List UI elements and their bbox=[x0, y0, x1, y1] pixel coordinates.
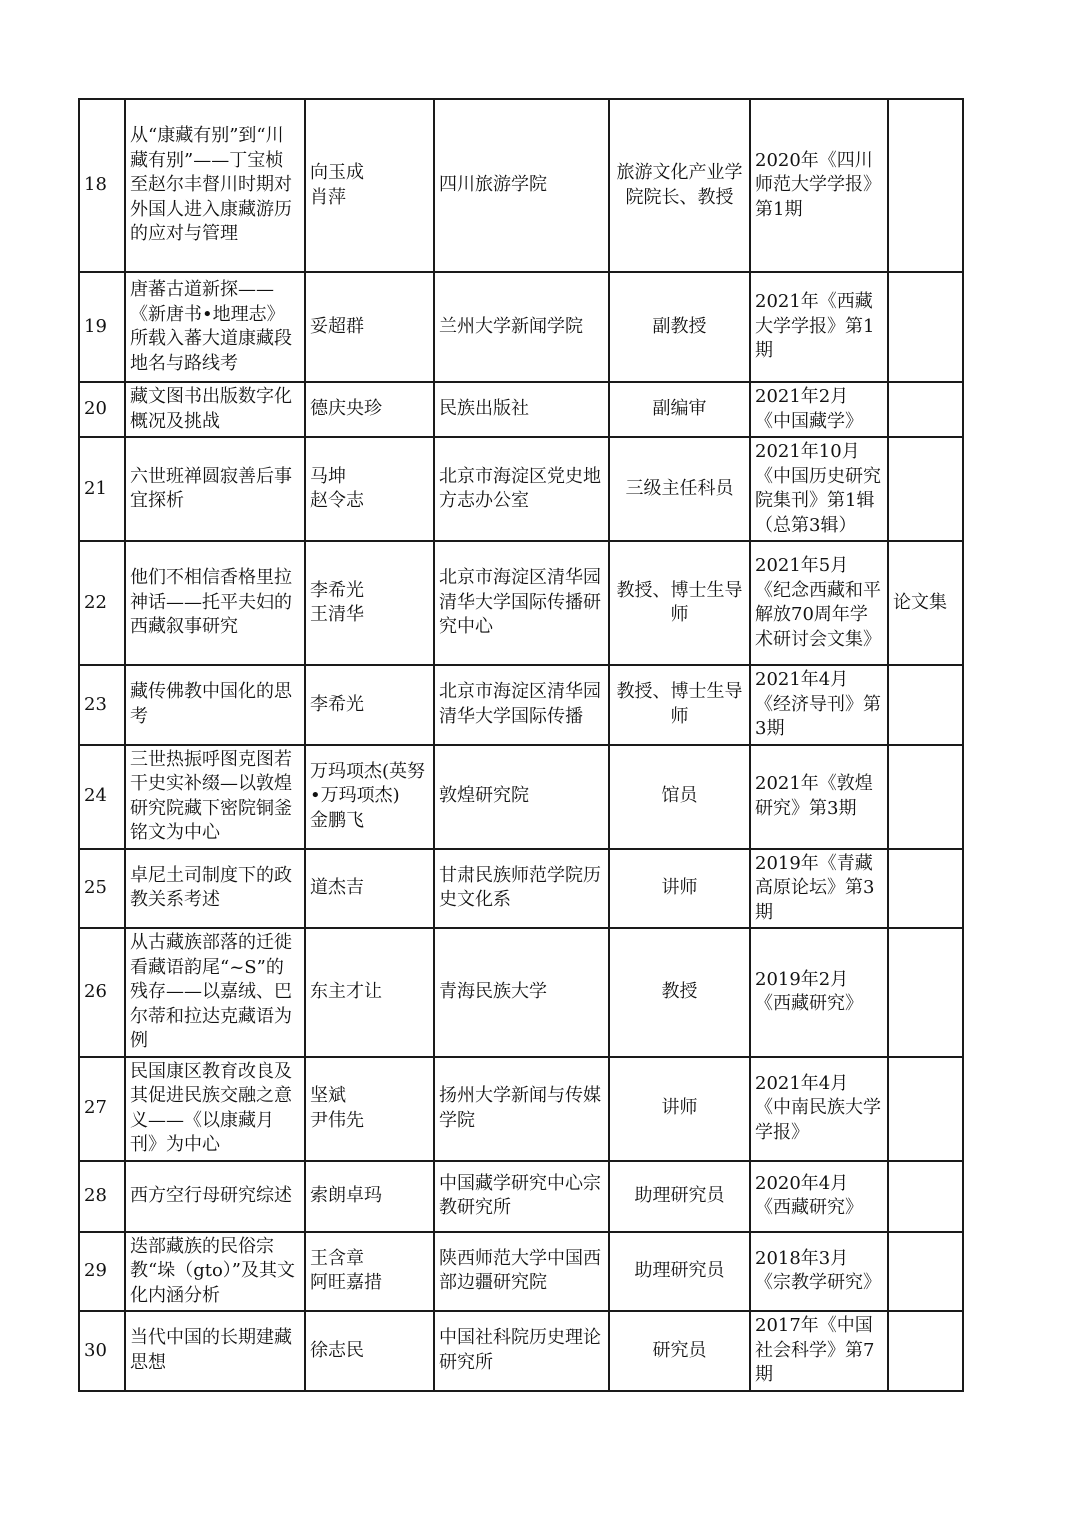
paper-title: 六世班禅圆寂善后事宜探析 bbox=[125, 437, 305, 541]
paper-title: 藏传佛教中国化的思考 bbox=[125, 665, 305, 745]
table-row bbox=[79, 928, 963, 1057]
paper-authors: 东主才让 bbox=[305, 928, 434, 1057]
author-organization: 北京市海淀区清华园 清华大学国际传播研究中心 bbox=[434, 541, 609, 665]
author-position: 讲师 bbox=[609, 1057, 750, 1161]
paper-authors: 索朗卓玛 bbox=[305, 1161, 434, 1232]
row-number: 27 bbox=[79, 1057, 125, 1161]
publication: 2021年《敦煌研究》第3期 bbox=[750, 745, 888, 849]
author-position: 副教授 bbox=[609, 272, 750, 382]
table-row bbox=[79, 1057, 963, 1161]
paper-authors: 马坤 赵令志 bbox=[305, 437, 434, 541]
table-row bbox=[79, 665, 963, 745]
row-number: 21 bbox=[79, 437, 125, 541]
publication: 2021年《西藏大学学报》第1期 bbox=[750, 272, 888, 382]
author-position: 馆员 bbox=[609, 745, 750, 849]
note bbox=[888, 437, 963, 541]
note bbox=[888, 1311, 963, 1391]
row-number: 24 bbox=[79, 745, 125, 849]
paper-authors: 李希光 bbox=[305, 665, 434, 745]
publication: 2019年2月《西藏研究》 bbox=[750, 928, 888, 1057]
paper-authors: 坚斌 尹伟先 bbox=[305, 1057, 434, 1161]
row-number: 29 bbox=[79, 1232, 125, 1312]
author-organization: 四川旅游学院 bbox=[434, 99, 609, 272]
author-organization: 甘肃民族师范学院历史文化系 bbox=[434, 849, 609, 929]
author-position: 教授、博士生导师 bbox=[609, 665, 750, 745]
author-position: 三级主任科员 bbox=[609, 437, 750, 541]
paper-authors: 妥超群 bbox=[305, 272, 434, 382]
paper-title: 西方空行母研究综述 bbox=[125, 1161, 305, 1232]
author-organization: 中国藏学研究中心宗教研究所 bbox=[434, 1161, 609, 1232]
author-organization: 中国社科院历史理论研究所 bbox=[434, 1311, 609, 1391]
paper-authors: 向玉成 肖萍 bbox=[305, 99, 434, 272]
publication: 2020年4月《西藏研究》 bbox=[750, 1161, 888, 1232]
author-organization: 兰州大学新闻学院 bbox=[434, 272, 609, 382]
publication: 2021年10月《中国历史研究院集刊》第1辑（总第3辑） bbox=[750, 437, 888, 541]
row-number: 18 bbox=[79, 99, 125, 272]
table-row bbox=[79, 272, 963, 382]
table-row bbox=[79, 1232, 963, 1312]
paper-title: 从古藏族部落的迁徙看藏语韵尾“~S”的残存——以嘉绒、巴尔蒂和拉达克藏语为例 bbox=[125, 928, 305, 1057]
paper-authors: 万玛项杰(英努•万玛项杰) 金鹏飞 bbox=[305, 745, 434, 849]
table-row bbox=[79, 382, 963, 437]
table-row bbox=[79, 99, 963, 272]
paper-authors: 德庆央珍 bbox=[305, 382, 434, 437]
table-row bbox=[79, 1311, 963, 1391]
publication: 2021年5月《纪念西藏和平解放70周年学术研讨会文集》 bbox=[750, 541, 888, 665]
note bbox=[888, 382, 963, 437]
author-position: 旅游文化产业学院院长、教授 bbox=[609, 99, 750, 272]
author-organization: 民族出版社 bbox=[434, 382, 609, 437]
note bbox=[888, 1161, 963, 1232]
publication: 2017年《中国社会科学》第7期 bbox=[750, 1311, 888, 1391]
author-organization: 北京市海淀区清华园 清华大学国际传播 bbox=[434, 665, 609, 745]
publication: 2020年《四川师范大学学报》第1期 bbox=[750, 99, 888, 272]
row-number: 28 bbox=[79, 1161, 125, 1232]
paper-title: 卓尼土司制度下的政教关系考述 bbox=[125, 849, 305, 929]
row-number: 22 bbox=[79, 541, 125, 665]
author-position: 教授 bbox=[609, 928, 750, 1057]
row-number: 26 bbox=[79, 928, 125, 1057]
author-position: 助理研究员 bbox=[609, 1232, 750, 1312]
table-row bbox=[79, 849, 963, 929]
paper-authors: 王含章 阿旺嘉措 bbox=[305, 1232, 434, 1312]
note bbox=[888, 99, 963, 272]
publication: 2018年3月《宗教学研究》 bbox=[750, 1232, 888, 1312]
note bbox=[888, 928, 963, 1057]
note bbox=[888, 272, 963, 382]
row-number: 25 bbox=[79, 849, 125, 929]
paper-title: 三世热振呼图克图若干史实补缀—以敦煌研究院藏下密院铜釜铭文为中心 bbox=[125, 745, 305, 849]
row-number: 23 bbox=[79, 665, 125, 745]
paper-authors: 道杰吉 bbox=[305, 849, 434, 929]
author-position: 研究员 bbox=[609, 1311, 750, 1391]
table-row bbox=[79, 745, 963, 849]
paper-authors: 徐志民 bbox=[305, 1311, 434, 1391]
table-row bbox=[79, 541, 963, 665]
row-number: 19 bbox=[79, 272, 125, 382]
paper-title: 迭部藏族的民俗宗教“垛（gto）”及其文化内涵分析 bbox=[125, 1232, 305, 1312]
author-organization: 青海民族大学 bbox=[434, 928, 609, 1057]
publication: 2021年4月《中南民族大学学报》 bbox=[750, 1057, 888, 1161]
author-position: 讲师 bbox=[609, 849, 750, 929]
publication: 2021年4月《经济导刊》第3期 bbox=[750, 665, 888, 745]
paper-title: 从“康藏有别”到“川藏有别”——丁宝桢至赵尔丰督川时期对外国人进入康藏游历的应对与管理 bbox=[125, 99, 305, 272]
paper-title: 当代中国的长期建藏思想 bbox=[125, 1311, 305, 1391]
author-position: 教授、博士生导师 bbox=[609, 541, 750, 665]
note: 论文集 bbox=[888, 541, 963, 665]
author-position: 副编审 bbox=[609, 382, 750, 437]
papers-table bbox=[78, 98, 964, 1392]
author-position: 助理研究员 bbox=[609, 1161, 750, 1232]
note bbox=[888, 1057, 963, 1161]
publication: 2019年《青藏高原论坛》第3期 bbox=[750, 849, 888, 929]
author-organization: 陕西师范大学中国西部边疆研究院 bbox=[434, 1232, 609, 1312]
author-organization: 北京市海淀区党史地方志办公室 bbox=[434, 437, 609, 541]
row-number: 30 bbox=[79, 1311, 125, 1391]
note bbox=[888, 745, 963, 849]
publication: 2021年2月《中国藏学》 bbox=[750, 382, 888, 437]
paper-title: 他们不相信香格里拉神话——托平夫妇的西藏叙事研究 bbox=[125, 541, 305, 665]
paper-authors: 李希光 王清华 bbox=[305, 541, 434, 665]
paper-title: 藏文图书出版数字化概况及挑战 bbox=[125, 382, 305, 437]
table-row bbox=[79, 1161, 963, 1232]
note bbox=[888, 1232, 963, 1312]
table-row bbox=[79, 437, 963, 541]
author-organization: 敦煌研究院 bbox=[434, 745, 609, 849]
row-number: 20 bbox=[79, 382, 125, 437]
note bbox=[888, 665, 963, 745]
note bbox=[888, 849, 963, 929]
author-organization: 扬州大学新闻与传媒学院 bbox=[434, 1057, 609, 1161]
paper-title: 民国康区教育改良及其促进民族交融之意义——《以康藏月刊》为中心 bbox=[125, 1057, 305, 1161]
paper-title: 唐蕃古道新探——《新唐书•地理志》所载入蕃大道康藏段地名与路线考 bbox=[125, 272, 305, 382]
